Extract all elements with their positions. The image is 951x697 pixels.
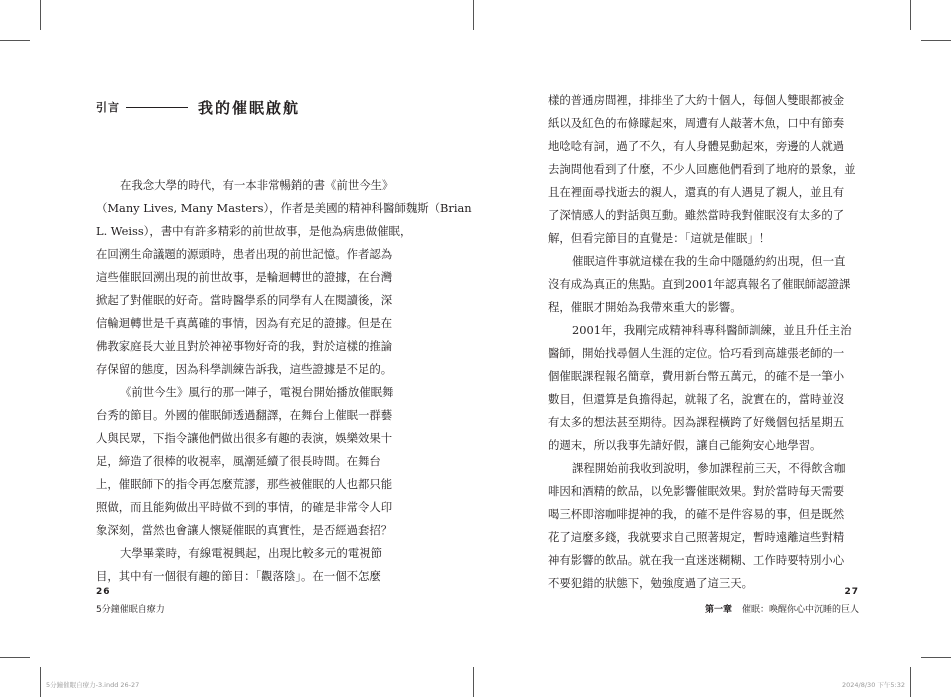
left-line: 大學畢業時，有線電視興起，出現比較多元的電視節: [120, 546, 382, 560]
left-line: 人與民眾，下指令讓他們做出很多有趣的表演，娛樂效果十: [96, 431, 393, 445]
running-title-left: 5分鐘催眠自療力: [96, 605, 165, 615]
right-line: 有太多的想法甚至期待。因為課程橫跨了好幾個包括星期五: [548, 415, 845, 429]
right-line: 沒有成為真正的焦點。直到2001年認真報名了催眠師認證課: [548, 277, 851, 291]
right-line: 程，催眠才開始為我帶來重大的影響。: [548, 300, 742, 314]
left-line: 目，其中有一個很有趣的節目：「觀落陰」。在一個不怎麼: [96, 569, 381, 583]
page-number-left: 26: [96, 587, 111, 597]
right-page-body: [548, 89, 860, 595]
crop-mark: [921, 40, 951, 41]
right-line: 課程開始前我收到說明，參加課程前三天，不得飲含咖: [572, 461, 846, 475]
left-line: 《前世今生》風行的那一陣子，電視台開始播放催眠舞: [120, 385, 394, 399]
running-title-right: [705, 602, 859, 615]
right-line: 花了這麼多錢，我就要求自己照著規定，暫時遠離這些對精: [548, 530, 845, 544]
crop-mark: [910, 0, 911, 30]
crop-mark: [921, 657, 951, 658]
right-line: 醫師，開始找尋個人生涯的定位。恰巧看到高雄張老師的一: [548, 346, 845, 360]
print-slug-timestamp: 2024/8/30 下午5:32: [842, 681, 905, 689]
left-line: 在回溯生命議題的源頭時，患者出現的前世記憶。作者認為: [96, 247, 393, 261]
right-line: 的週末，所以我事先請好假，讓自己能夠安心地學習。: [548, 438, 822, 452]
right-line: 數目，但還算是負擔得起，就報了名，說實在的，當時並沒: [548, 392, 845, 406]
chapter-label: 第一章: [704, 605, 732, 615]
heading-rule: [126, 107, 188, 108]
page-number-right: 27: [844, 587, 859, 597]
right-line: 喝三杯即溶咖啡提神的我，的確不是件容易的事，但是既然: [548, 507, 845, 521]
right-line: 樣的普通房間裡，排排坐了大約十個人，每個人雙眼都被金: [548, 93, 845, 107]
right-line: 啡因和酒精的飲品，以免影響催眠效果。對於當時每天需要: [548, 484, 845, 498]
crop-mark: [0, 657, 30, 658]
crop-mark: [473, 667, 474, 697]
right-line: 紙以及紅色的布條矇起來，周遭有人敲著木魚，口中有節奏: [548, 116, 845, 130]
right-line: 去詢問他看到了什麼，不少人回應他們看到了地府的景象，並: [548, 162, 856, 176]
right-line: 地唸唸有詞，過了不久，有人身體晃動起來，旁邊的人就過: [548, 139, 845, 153]
crop-mark: [910, 667, 911, 697]
left-line: 信輪迴轉世是千真萬確的事情，因為有充足的證據。但是在: [96, 316, 393, 330]
left-line: 上，催眠師下的指令再怎麼荒謬，那些被催眠的人也都只能: [96, 477, 393, 491]
crop-mark: [40, 667, 41, 697]
running-title-text: 催眠：喚醒你心中沉睡的巨人: [741, 605, 859, 615]
left-line: 佛教家庭長大並且對於神祕事物好奇的我，對於這樣的推論: [96, 339, 393, 353]
left-line: 在我念大學的時代，有一本非常暢銷的書《前世今生》: [120, 178, 394, 192]
crop-mark: [0, 40, 30, 41]
chapter-title: 我的催眠啟航: [198, 98, 301, 117]
left-line: 足，締造了很棒的收視率，風潮延續了很長時間。在舞台: [96, 454, 381, 468]
left-line: 掀起了對催眠的好奇。當時醫學系的同學有人在閱讀後，深: [96, 293, 393, 307]
crop-mark: [473, 0, 474, 30]
right-line: 個催眠課程報名簡章，費用新台幣五萬元，的確不是一筆小: [548, 369, 845, 383]
left-line: 象深刻，當然也會讓人懷疑催眠的真實性，是否經過套招？: [96, 523, 393, 537]
right-line: 解，但看完節目的直覺是：「這就是催眠」！: [548, 231, 771, 245]
right-line: 神有影響的飲品。就在我一直迷迷糊糊、工作時要特別小心: [548, 553, 845, 567]
left-line: （Many Lives, Many Masters），作者是美國的精神科醫師魏斯（Brian: [96, 201, 472, 215]
right-line: 不要犯錯的狀態下，勉強度過了這三天。: [548, 576, 754, 590]
crop-mark: [40, 0, 41, 30]
right-line: 2001年，我剛完成精神科專科醫師訓練，並且升任主治: [572, 323, 852, 337]
section-tag: 引言: [96, 101, 120, 114]
left-line: L. Weiss），書中有許多精彩的前世故事，是他為病患做催眠，: [96, 224, 412, 238]
right-line: 了深情感人的對話與互動。雖然當時我對催眠沒有太多的了: [548, 208, 845, 222]
left-line: 照做，而且能夠做出平時做不到的事情，的確是非常令人印: [96, 500, 393, 514]
left-line: 這些催眠回溯出現的前世故事，是輪迴轉世的證據，在台灣: [96, 270, 393, 284]
chapter-heading: [96, 96, 300, 118]
left-page-body: [96, 174, 472, 588]
right-line: 且在裡面尋找逝去的親人，還真的有人遇見了親人，並且有: [548, 185, 845, 199]
right-line: 催眠這件事就這樣在我的生命中隱隱約約出現，但一直: [572, 254, 846, 268]
print-slug-file: 5分鐘催眠自療力-3.indd 26-27: [46, 681, 140, 689]
left-line: 存保留的態度，因為科學訓練告訴我，這些證據是不足的。: [96, 362, 393, 376]
left-line: 台秀的節目。外國的催眠師透過翻譯，在舞台上催眠一群藝: [96, 408, 393, 422]
